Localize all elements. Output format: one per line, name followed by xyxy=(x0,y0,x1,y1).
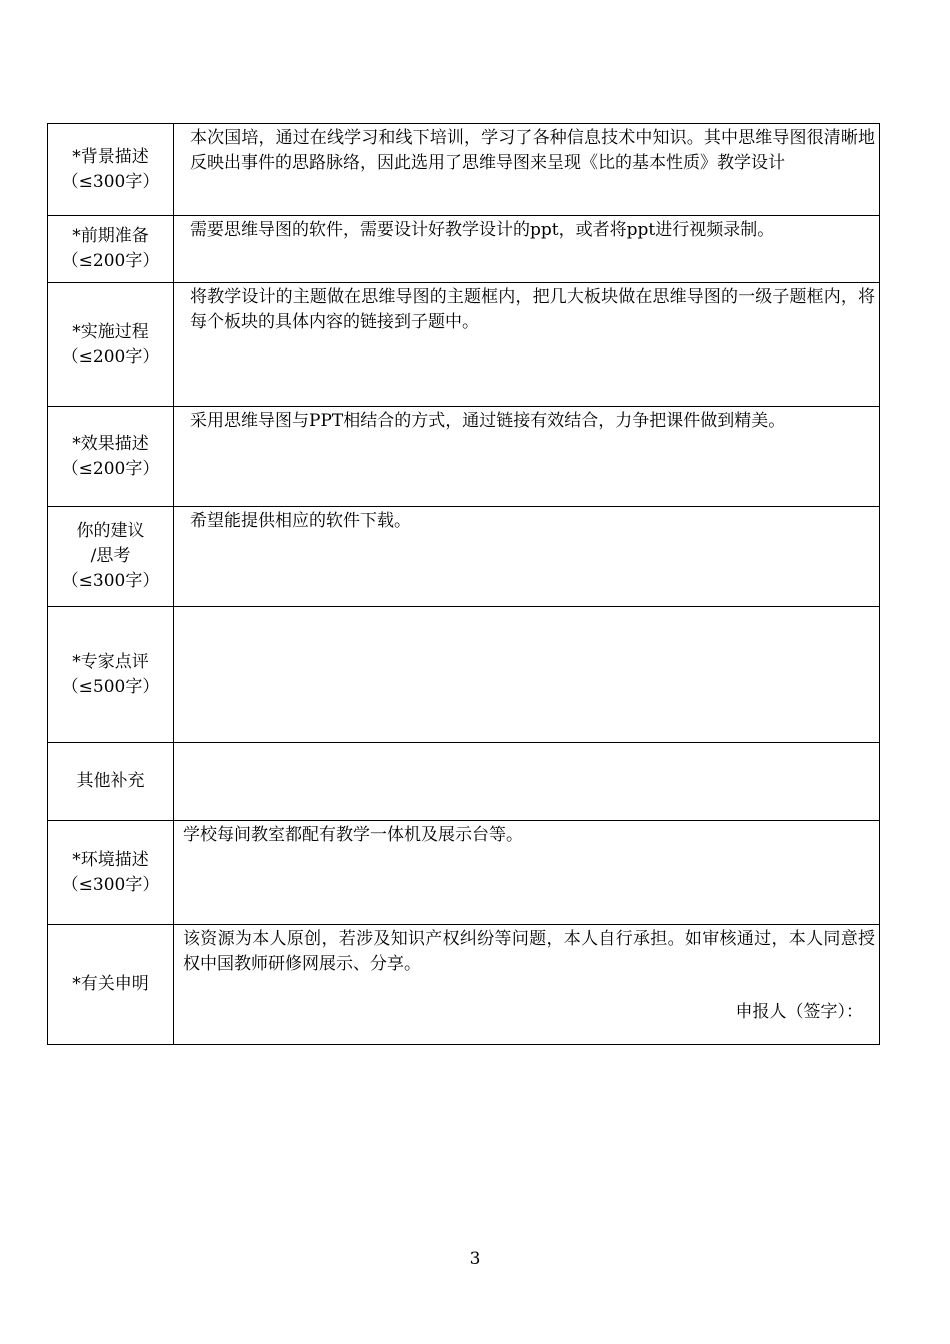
label-line: （≤200字） xyxy=(61,251,160,271)
row-content-preparation: 需要思维导图的软件，需要设计好教学设计的ppt，或者将ppt进行视频录制。 xyxy=(174,216,880,283)
row-label-preparation xyxy=(48,216,174,283)
form-row-expert-review xyxy=(48,607,880,743)
label-line: 你的建议 xyxy=(76,521,145,541)
row-label-effect xyxy=(48,407,174,507)
row-content-effect: 采用思维导图与PPT相结合的方式，通过链接有效结合，力争把课件做到精美。 xyxy=(174,407,880,507)
label-line: （≤200字） xyxy=(61,458,160,479)
label-line: （≤300字） xyxy=(61,874,160,895)
row-content-suggestion: 希望能提供相应的软件下载。 xyxy=(174,507,880,607)
label-line: *有关申明 xyxy=(72,974,149,994)
row-label-expert-review xyxy=(48,607,174,743)
declaration-text: 该资源为本人原创，若涉及知识产权纠纷等问题，本人自行承担。如审核通过，本人同意授权中国教师研修网展示、分享。 xyxy=(183,929,875,974)
row-label-suggestion xyxy=(48,507,174,607)
row-content-implementation: 将教学设计的主题做在思维导图的主题框内，把几大板块做在思维导图的一级子题框内，将每个板块的具体内容的链接到子题中。 xyxy=(174,283,880,407)
label-line: （≤500字） xyxy=(61,676,160,697)
row-content-background: 本次国培，通过在线学习和线下培训，学习了各种信息技术中知识。其中思维导图很清晰地反映出事件的思路脉络，因此选用了思维导图来呈现《比的基本性质》教学设计 xyxy=(174,124,880,216)
form-row-suggestion xyxy=(48,507,880,607)
row-label-background xyxy=(48,124,174,216)
row-label-declaration xyxy=(48,925,174,1045)
label-line: *实施过程 xyxy=(72,321,149,342)
label-line: *背景描述 xyxy=(72,146,149,167)
form-row-background xyxy=(48,124,880,216)
row-label-implementation xyxy=(48,283,174,407)
label-line: （≤300字） xyxy=(61,571,160,591)
form-row-implementation xyxy=(48,283,880,407)
row-content-declaration xyxy=(174,925,880,1045)
row-label-environment xyxy=(48,821,174,925)
label-line: /思考 xyxy=(90,546,131,566)
form-row-declaration xyxy=(48,925,880,1045)
row-content-environment: 学校每间教室都配有教学一体机及展示台等。 xyxy=(174,821,880,925)
form-row-effect xyxy=(48,407,880,507)
form-row-other xyxy=(48,743,880,821)
label-line: 其他补充 xyxy=(76,771,145,791)
application-form-table xyxy=(47,123,880,1045)
label-line: *效果描述 xyxy=(72,433,149,454)
label-line: （≤300字） xyxy=(61,171,160,192)
label-line: （≤200字） xyxy=(61,346,160,367)
row-label-other xyxy=(48,743,174,821)
row-content-expert-review xyxy=(174,607,880,743)
form-row-preparation xyxy=(48,216,880,283)
label-line: *环境描述 xyxy=(72,849,149,870)
page-number: 3 xyxy=(469,1249,481,1269)
applicant-signature-label: 申报人（签字）： xyxy=(735,1002,863,1022)
label-line: *前期准备 xyxy=(72,226,149,246)
label-line: *专家点评 xyxy=(72,651,149,672)
row-content-other xyxy=(174,743,880,821)
form-row-environment xyxy=(48,821,880,925)
